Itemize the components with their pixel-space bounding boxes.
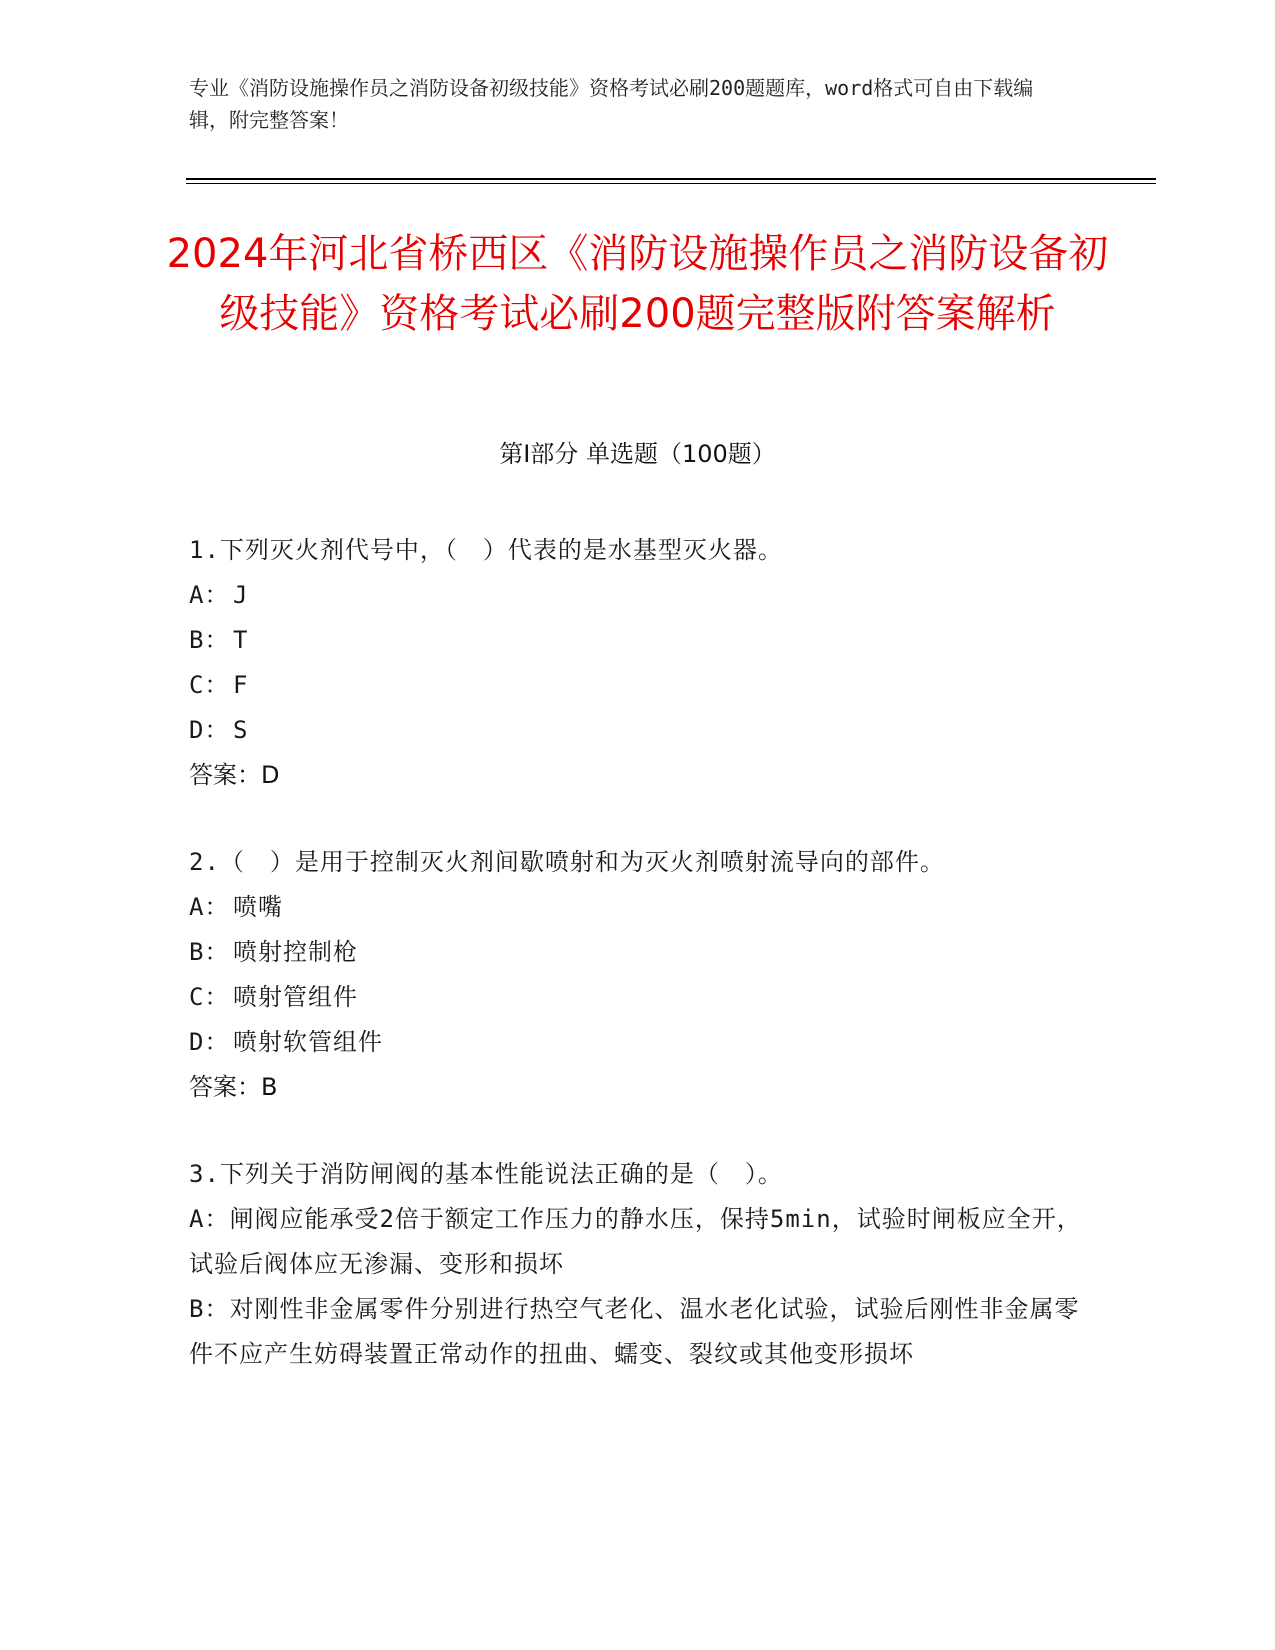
option-a bbox=[189, 885, 1089, 930]
option-text: S bbox=[233, 716, 249, 744]
option-d bbox=[189, 708, 1089, 753]
option-b bbox=[189, 618, 1089, 663]
option-c bbox=[189, 663, 1089, 708]
question-list bbox=[189, 528, 1089, 1419]
option-text: T bbox=[233, 626, 249, 654]
option-d bbox=[189, 1020, 1089, 1065]
question-2 bbox=[189, 840, 1089, 1110]
question-stem: 3.下列关于消防闸阀的基本性能说法正确的是（ ）。 bbox=[189, 1160, 783, 1188]
question-stem: 1.下列灭火剂代号中，（ ）代表的是水基型灭火器。 bbox=[189, 536, 783, 564]
option-key: B： bbox=[189, 938, 230, 966]
option-a bbox=[189, 1197, 1089, 1287]
option-text: 喷嘴 bbox=[233, 893, 283, 921]
option-c bbox=[189, 975, 1089, 1020]
option-text: F bbox=[233, 671, 249, 699]
option-a bbox=[189, 573, 1089, 618]
option-b bbox=[189, 1287, 1089, 1377]
document-title: 2024年河北省桥西区《消防设施操作员之消防设备初级技能》资格考试必刷200题完整版附答案解析 bbox=[166, 231, 1109, 337]
option-text: 对刚性非金属零件分别进行热空气老化、温水老化试验，试验后刚性非金属零件不应产生妨碍装置正常动作的扭曲、蠕变、裂纹或其他变形损坏 bbox=[189, 1295, 1080, 1368]
option-key: A： bbox=[189, 893, 230, 921]
option-key: A： bbox=[189, 1205, 230, 1233]
option-text: 喷射管组件 bbox=[233, 983, 358, 1011]
option-key: B： bbox=[189, 626, 230, 654]
option-key: D： bbox=[189, 1028, 230, 1056]
question-1 bbox=[189, 528, 1089, 798]
answer: 答案：B bbox=[189, 1073, 278, 1101]
option-text: 喷射软管组件 bbox=[233, 1028, 383, 1056]
option-text: 喷射控制枪 bbox=[233, 938, 358, 966]
option-b bbox=[189, 930, 1089, 975]
option-text: 闸阀应能承受2倍于额定工作压力的静水压，保持5min，试验时闸板应全开，试验后阀体应无渗漏、变形和损坏 bbox=[189, 1205, 1082, 1278]
option-key: C： bbox=[189, 983, 230, 1011]
answer: 答案：D bbox=[189, 761, 280, 789]
option-text: J bbox=[233, 581, 249, 609]
header-divider-thin bbox=[186, 183, 1156, 184]
option-key: B： bbox=[189, 1295, 230, 1323]
header-divider-thick bbox=[186, 178, 1156, 180]
option-key: D： bbox=[189, 716, 230, 744]
section-heading: 第I部分 单选题（100题） bbox=[499, 440, 776, 468]
option-key: C： bbox=[189, 671, 230, 699]
header-note: 专业《消防设施操作员之消防设备初级技能》资格考试必刷200题题库，word格式可自由下载编辑，附完整答案！ bbox=[189, 76, 1034, 132]
question-stem: 2.（ ）是用于控制灭火剂间歇喷射和为灭火剂喷射流导向的部件。 bbox=[189, 848, 945, 876]
option-key: A： bbox=[189, 581, 230, 609]
question-3 bbox=[189, 1152, 1089, 1377]
